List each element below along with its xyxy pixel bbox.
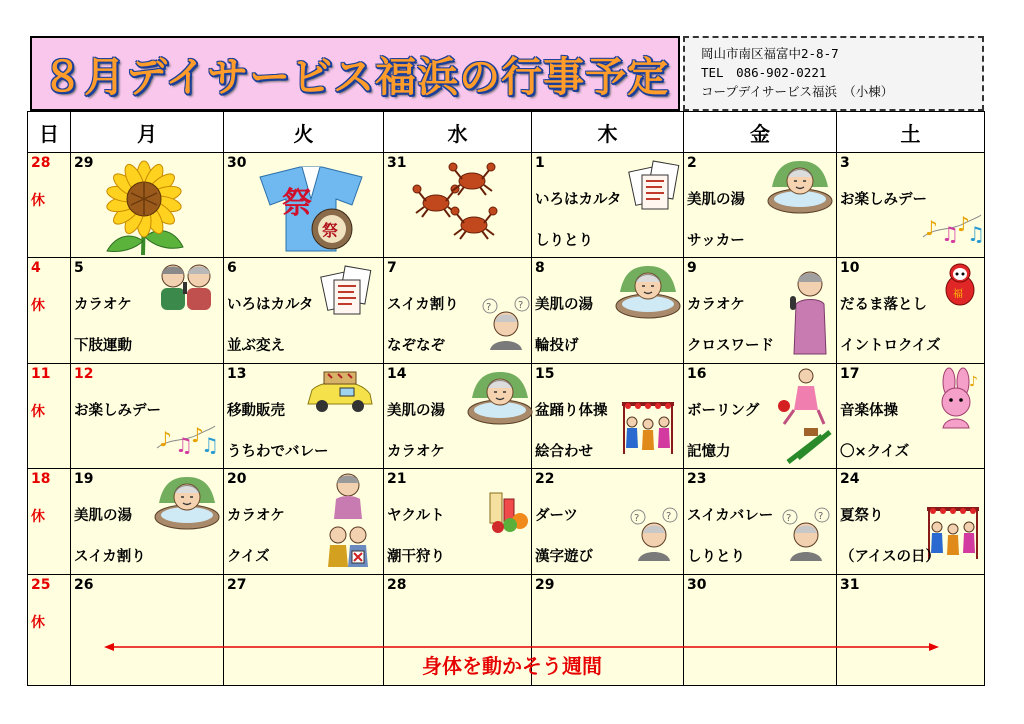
day-cell <box>224 363 384 468</box>
event-2: 下肢運動 <box>74 338 132 355</box>
day-cell <box>384 258 532 363</box>
sunday-date: 25 <box>31 576 51 593</box>
day-cell <box>224 258 384 363</box>
holiday-label: 休 <box>31 298 45 315</box>
event-2: カラオケ <box>387 443 445 460</box>
event-1: カラオケ <box>227 508 285 525</box>
event-2: 〇×クイズ <box>840 443 910 460</box>
puzzled-person-icon <box>630 507 678 561</box>
crabs-icon <box>414 161 510 251</box>
day-cell <box>837 469 985 574</box>
event-2: 輪投げ <box>535 338 579 355</box>
svg-text:?: ? <box>518 300 524 312</box>
day-cell <box>71 363 224 468</box>
event-1: 美肌の湯 <box>387 402 445 419</box>
day-cell <box>224 469 384 574</box>
tel-text: TEL 086-902-0221 <box>701 65 827 80</box>
weekday-header-row <box>28 112 985 153</box>
sunday-date: 4 <box>31 260 41 277</box>
day-date: 6 <box>227 260 237 277</box>
day-cell <box>532 469 684 574</box>
svg-text:福: 福 <box>953 289 963 301</box>
sunday-date: 18 <box>31 471 51 488</box>
day-date: 21 <box>387 471 407 488</box>
event-2: 潮干狩り <box>387 549 445 566</box>
facility-name: コープデイサービス福浜 （小棟） <box>701 84 894 99</box>
event-1: ボーリング <box>687 402 760 419</box>
event-2: 漢字遊び <box>535 549 593 566</box>
day-date: 2 <box>687 155 697 171</box>
festival-happi-icon <box>252 159 370 255</box>
svg-text:祭: 祭 <box>322 221 339 240</box>
svg-text:♫: ♫ <box>941 222 959 246</box>
day-cell <box>384 469 532 574</box>
weekday-thu: 木 <box>532 112 684 153</box>
svg-text:祭: 祭 <box>282 186 312 221</box>
weekday-wed: 水 <box>384 112 532 153</box>
calendar-week-row <box>28 153 985 258</box>
day-cell <box>837 363 985 468</box>
event-1: 移動販売 <box>227 402 285 419</box>
rabbit-icon <box>929 368 985 428</box>
day-date: 8 <box>535 260 545 277</box>
event-2: （アイスの日） <box>840 549 941 566</box>
hot-spring-icon <box>614 262 682 320</box>
sunday-cell <box>28 363 71 468</box>
holiday-label: 休 <box>31 509 45 526</box>
event-1: 夏祭り <box>840 508 884 525</box>
day-cell <box>71 469 224 574</box>
day-date: 22 <box>535 471 555 488</box>
event-1: 美肌の湯 <box>535 297 593 314</box>
hot-spring-icon <box>766 157 834 215</box>
holiday-label: 休 <box>31 193 45 209</box>
calendar-table <box>27 111 985 686</box>
music-notes-icon <box>155 418 217 458</box>
page-title: ８月デイサービス福浜の行事予定 <box>42 53 670 101</box>
day-date: 31 <box>840 576 860 593</box>
day-date: 10 <box>840 260 860 277</box>
day-date: 7 <box>387 260 397 277</box>
event-2: スイカ割り <box>74 549 146 566</box>
event-2: イントロクイズ <box>840 338 941 355</box>
event-2: 並ぶ変え <box>227 338 285 355</box>
svg-text:♫: ♫ <box>967 222 985 246</box>
sunday-date: 11 <box>31 365 51 382</box>
day-cell <box>684 258 837 363</box>
day-date: 26 <box>74 576 94 593</box>
karuta-cards-icon <box>320 264 376 318</box>
sunflower-icon <box>99 161 189 257</box>
svg-text:?: ? <box>818 511 824 523</box>
day-date: 24 <box>840 471 860 488</box>
calendar-week-row <box>28 363 985 468</box>
sunday-cell <box>28 153 71 258</box>
day-date: 12 <box>74 365 94 382</box>
day-cell <box>837 258 985 363</box>
weekday-sat: 土 <box>837 112 985 153</box>
svg-text:?: ? <box>666 511 672 523</box>
day-date: 15 <box>535 365 555 382</box>
calendar-week-row <box>28 258 985 363</box>
event-2: うちわでバレー <box>227 443 329 460</box>
daruma-icon <box>945 264 975 306</box>
day-date: 29 <box>74 155 94 171</box>
svg-text:♪: ♪ <box>957 212 970 236</box>
svg-text:♫: ♫ <box>175 432 193 457</box>
event-1: 盆踊り体操 <box>535 402 608 419</box>
event-1: いろはカルタ <box>227 297 314 314</box>
day-date: 13 <box>227 365 247 382</box>
event-1: だるま落とし <box>840 297 927 314</box>
svg-text:♪: ♪ <box>969 373 978 390</box>
day-date: 30 <box>687 576 707 593</box>
day-date: 31 <box>387 155 407 171</box>
hot-spring-icon <box>153 473 221 531</box>
weekday-fri: 金 <box>684 112 837 153</box>
day-date: 23 <box>687 471 707 488</box>
event-1: お楽しみデー <box>74 402 161 419</box>
event-2: しりとり <box>687 549 745 566</box>
event-1: いろはカルタ <box>535 192 622 208</box>
event-2: なぞなぞ <box>387 338 445 355</box>
week-banner-text: 身体を動かそう週間 <box>422 654 602 678</box>
hot-spring-icon <box>466 368 534 426</box>
day-date: 28 <box>387 576 407 593</box>
event-1: カラオケ <box>74 297 132 314</box>
title-banner <box>30 36 680 111</box>
svg-text:?: ? <box>786 513 792 525</box>
day-date: 5 <box>74 260 84 277</box>
sunday-cell <box>28 469 71 574</box>
day-cell <box>224 153 384 258</box>
sunday-cell <box>28 258 71 363</box>
event-1: ヤクルト <box>387 508 445 525</box>
day-date: 19 <box>74 471 94 488</box>
day-cell <box>532 153 684 258</box>
day-date: 16 <box>687 365 707 382</box>
svg-text:♪: ♪ <box>159 426 172 451</box>
svg-text:?: ? <box>486 302 492 314</box>
day-date: 29 <box>535 576 555 593</box>
day-date: 20 <box>227 471 247 488</box>
event-2: クイズ <box>227 549 270 566</box>
quiz-people-icon <box>324 471 372 571</box>
event-2: クロスワード <box>687 338 774 355</box>
day-cell <box>384 153 532 258</box>
day-date: 27 <box>227 576 247 593</box>
day-date: 3 <box>840 155 850 171</box>
day-date: 1 <box>535 155 545 171</box>
event-1: 音楽体操 <box>840 402 898 419</box>
singer-icon <box>786 268 832 354</box>
day-cell <box>684 363 837 468</box>
day-cell <box>71 153 224 258</box>
event-2: サッカー <box>687 233 745 249</box>
address-text: 岡山市南区福富中2-8-7 <box>701 46 839 61</box>
event-1: スイカバレー <box>687 508 774 525</box>
svg-text:♫: ♫ <box>201 432 219 457</box>
drinks-fruits-icon <box>484 487 532 533</box>
holiday-label: 休 <box>31 403 45 420</box>
day-cell <box>837 153 985 258</box>
sunday-date: 28 <box>31 155 51 171</box>
event-1: 美肌の湯 <box>687 192 745 208</box>
svg-text:♪: ♪ <box>925 216 938 240</box>
sales-car-icon <box>304 368 376 414</box>
day-cell <box>532 258 684 363</box>
calendar-week-row <box>28 469 985 574</box>
day-cell <box>684 469 837 574</box>
event-2: しりとり <box>535 233 593 249</box>
karuta-cards-icon <box>628 159 684 213</box>
day-cell <box>532 363 684 468</box>
puzzled-person-icon <box>482 296 530 350</box>
event-1: お楽しみデー <box>840 192 927 208</box>
weekday-sun: 日 <box>28 112 71 153</box>
holiday-label: 休 <box>31 614 45 631</box>
day-date: 17 <box>840 365 860 382</box>
bon-dance-icon <box>618 398 678 454</box>
event-2: 記憶力 <box>687 443 731 460</box>
day-date: 14 <box>387 365 407 382</box>
facility-info <box>683 36 984 111</box>
event-1: カラオケ <box>687 297 745 314</box>
event-1: ダーツ <box>535 508 578 525</box>
puzzled-person-icon <box>782 507 830 561</box>
day-date: 30 <box>227 155 247 171</box>
svg-text:♪: ♪ <box>191 422 204 447</box>
day-cell <box>684 153 837 258</box>
event-1: 美肌の湯 <box>74 508 132 525</box>
music-notes-icon <box>921 207 983 247</box>
event-2: 絵合わせ <box>535 443 593 460</box>
karaoke-couple-icon <box>155 260 219 312</box>
svg-text:?: ? <box>634 513 640 525</box>
day-date: 9 <box>687 260 697 277</box>
bowling-icon <box>774 366 832 464</box>
day-cell <box>71 258 224 363</box>
weekday-tue: 火 <box>224 112 384 153</box>
event-1: スイカ割り <box>387 297 459 314</box>
weekday-mon: 月 <box>71 112 224 153</box>
day-cell <box>384 363 532 468</box>
